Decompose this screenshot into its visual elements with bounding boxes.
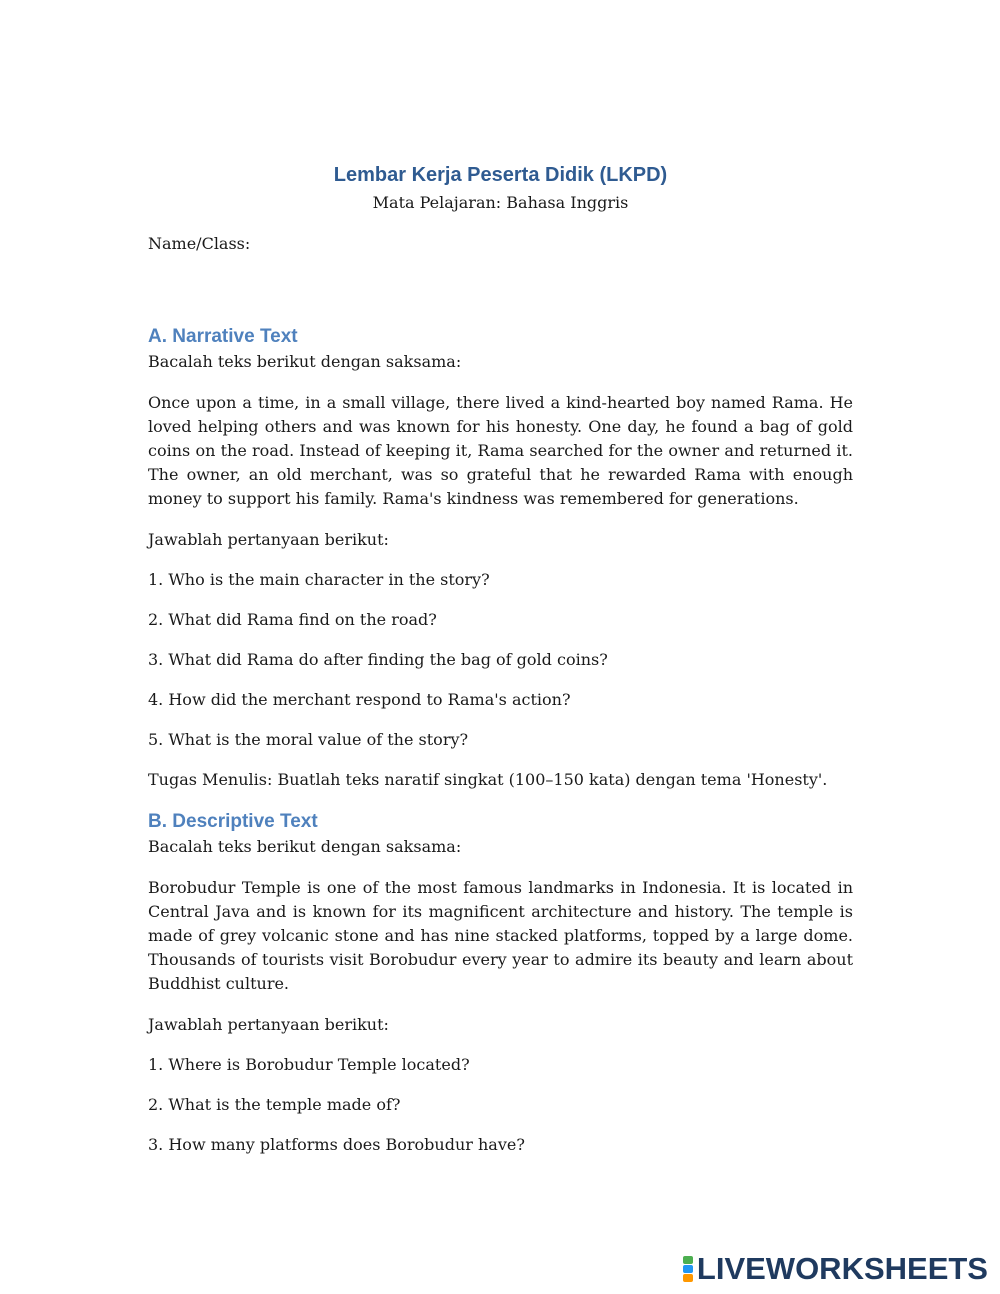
liveworksheets-branding [683,1251,988,1286]
logo-block-blue [683,1265,693,1273]
page-title: Lembar Kerja Peserta Didik (LKPD) [333,164,668,186]
section-a-questions-intro: Jawablah pertanyaan berikut: [148,530,389,549]
section-a-question-5: 5. What is the moral value of the story? [148,730,469,749]
section-a-question-3: 3. What did Rama do after finding the bag of gold coins? [148,650,608,669]
worksheet-page [148,156,853,1157]
section-b-questions-intro: Jawablah pertanyaan berikut: [148,1015,389,1034]
section-b-instruction: Bacalah teks berikut dengan saksama: [148,837,462,856]
liveworksheets-wordmark: LIVEWORKSHEETS [696,1251,988,1286]
name-class-label: Name/Class: [148,234,251,253]
section-b-passage: Borobudur Temple is one of the most famous landmarks in Indonesia. It is located in Central Java and is known for its magnificent architecture and history. The temple is made of grey volcanic stone and has nine stacked platforms, topped by a large dome. Thousands of tourists visit Borobudur every year to admire its beauty and learn about Buddhist culture. [148,878,853,993]
section-b-question-1: 1. Where is Borobudur Temple located? [148,1055,470,1074]
section-a-passage: Once upon a time, in a small village, there lived a kind-hearted boy named Rama. He loved helping others and was known for his honesty. One day, he found a bag of gold coins on the road. Instead of keeping it, Rama searched for the owner and returned it. The owner, an old merchant, was so grateful that he rewarded Rama with enough money to support his family. Rama's kindness was remembered for generations. [148,393,853,508]
logo-block-green [683,1256,693,1264]
logo-block-orange [683,1274,693,1282]
page-subtitle: Mata Pelajaran: Bahasa Inggris [372,193,629,212]
section-a-instruction: Bacalah teks berikut dengan saksama: [148,352,462,371]
section-a-writing-task: Tugas Menulis: Buatlah teks naratif singkat (100–150 kata) dengan tema 'Honesty'. [148,770,828,789]
section-b-heading: B. Descriptive Text [148,811,318,832]
section-a-question-4: 4. How did the merchant respond to Rama's action? [148,690,571,709]
section-b-question-3: 3. How many platforms does Borobudur have? [148,1135,525,1154]
section-a-heading: A. Narrative Text [148,326,298,347]
section-b-question-2: 2. What is the temple made of? [148,1095,401,1114]
section-a-question-2: 2. What did Rama find on the road? [148,610,437,629]
liveworksheets-logo-icon [683,1256,693,1282]
section-a-question-1: 1. Who is the main character in the story? [148,570,490,589]
